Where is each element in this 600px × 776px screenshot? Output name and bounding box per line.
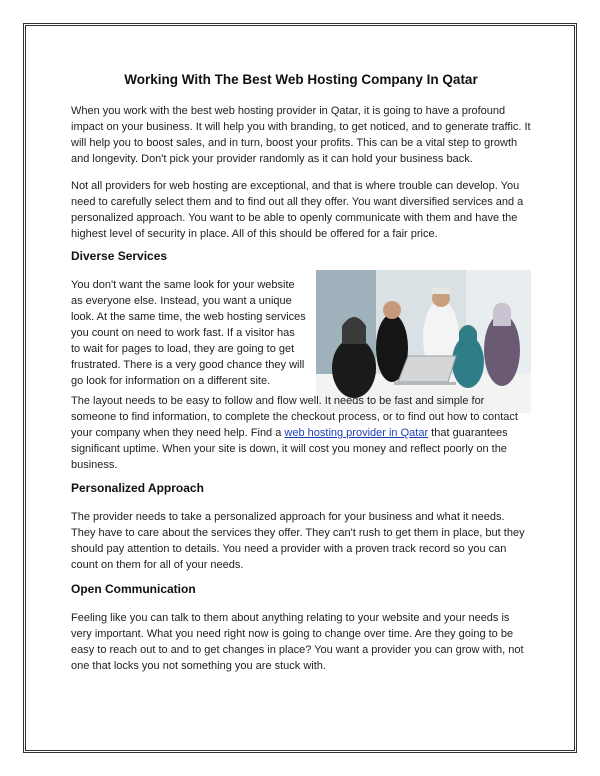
document-title: Working With The Best Web Hosting Company In Qatar — [124, 72, 478, 87]
heading-personalized-approach: Personalized Approach — [71, 481, 204, 495]
heading-diverse-services: Diverse Services — [71, 249, 168, 263]
intro-paragraph-2: Not all providers for web hosting are exceptional, and that is where trouble can develop. You need to carefully select them and to find out all they offer. You want diversified services and a personalized approach. You want to be able to openly communicate with them and have the highest level of security in place. All of this should be offered for a fair price. — [71, 180, 524, 240]
intro-paragraph-1: When you work with the best web hosting provider in Qatar, it is going to have a profound impact on your business. It will help you with branding, to get noticed, and to generate traffic. It will help you to boost sales, and in turn, boost your profits. This can be a vital step to growth and longevity. Don't pick your provider randomly as it can hold your business back. — [71, 105, 531, 165]
diverse-paragraph-2-start: The layout needs to be easy to follow and flow well. It needs to be fast and simple for someone to find information, to complete the checkout process, or to find out how to contact your company when they need help. Find a — [71, 395, 518, 439]
heading-open-communication: Open Communication — [71, 582, 196, 596]
communication-paragraph: Feeling like you can talk to them about anything relating to your website and your needs is very important. What you need right now is going to change over time. Are they going to be easy to reach out to and to get changes in place? You want a provider you can grow with, not one that locks you not something you are stuck with. — [71, 612, 524, 672]
personalized-paragraph: The provider needs to take a personalized approach for your business and what it needs. They have to care about the services they offer. They can't rush to get them in place, but they should pay attention to details. You need a provider with a proven track record so you can count on them for all of your needs. — [71, 511, 525, 571]
diverse-paragraph-2-end: that guarantees significant uptime. When your site is down, it will cost you money and reflect poorly on the business. — [71, 427, 508, 471]
team-photo — [316, 270, 531, 413]
diverse-paragraph-1: You don't want the same look for your website as everyone else. Instead, you want a unique look. At the same time, the web hosting services you count on need to work fast. If a visitor has to wait for pages to load, they are going to get frustrated. There is a very good chance they will go look for information on a different site. — [71, 279, 306, 387]
diverse-paragraph-2 — [71, 393, 531, 473]
team-photo-illustration — [316, 270, 531, 413]
web-hosting-provider-link[interactable]: web hosting provider in Qatar — [284, 427, 429, 439]
